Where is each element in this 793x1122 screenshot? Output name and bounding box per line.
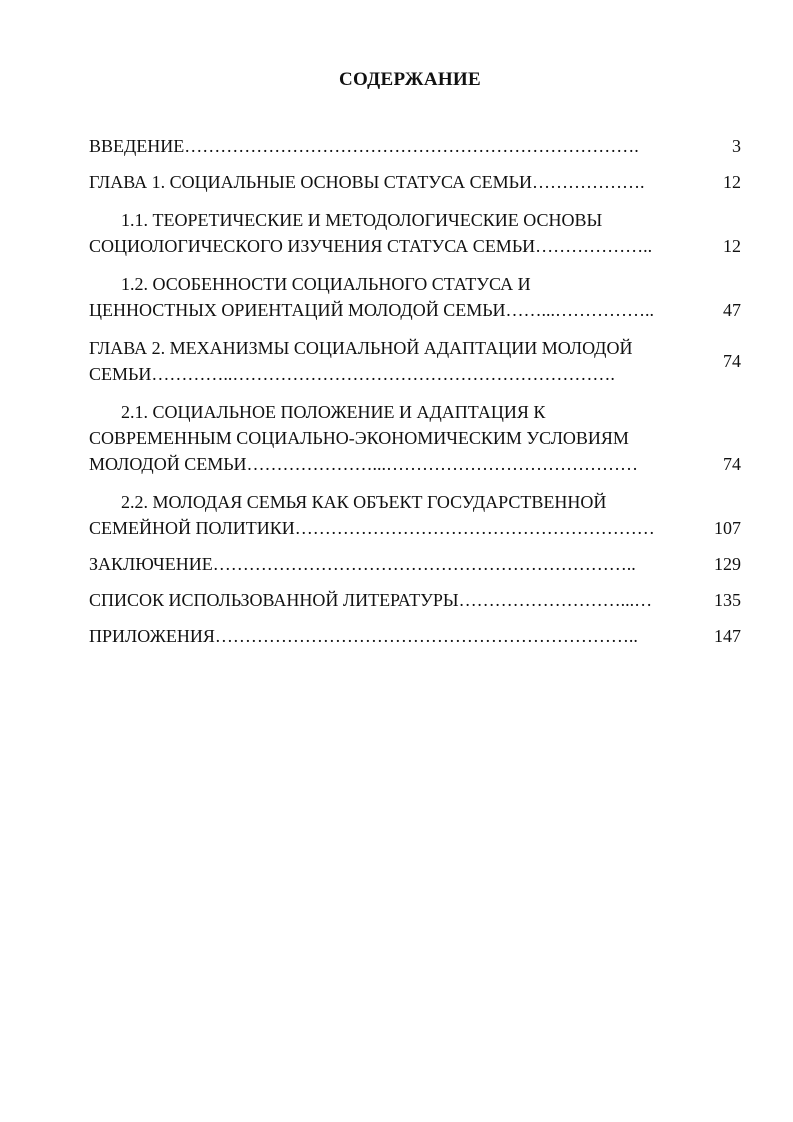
toc-entry-page: 74 [723,454,741,474]
toc-entry-text: 1.2. ОСОБЕННОСТИ СОЦИАЛЬНОГО СТАТУСА И ЦЕННОСТНЫХ ОРИЕНТАЦИЙ МОЛОДОЙ СЕМЬИ……...…………….. [89,274,655,320]
toc-entry-text: СПИСОК ИСПОЛЬЗОВАННОЙ ЛИТЕРАТУРЫ………………………...… [89,590,653,610]
toc-entry-text: ГЛАВА 2. МЕХАНИЗМЫ СОЦИАЛЬНОЙ АДАПТАЦИИ МОЛОДОЙ СЕМЬИ…………..………………………………………………………. [89,338,633,384]
toc-entry-section-1-1[interactable] [89,207,741,259]
toc-entry-section-2-2[interactable] [89,489,741,541]
toc-entry-appendices[interactable] [89,623,741,649]
toc-entry-section-2-1[interactable] [89,399,741,477]
toc-entry-text: ПРИЛОЖЕНИЯ…………………………………………………………….. [89,626,638,646]
toc-entry-text: 2.1. СОЦИАЛЬНОЕ ПОЛОЖЕНИЕ И АДАПТАЦИЯ К СОВРЕМЕННЫМ СОЦИАЛЬНО-ЭКОНОМИЧЕСКИМ УСЛОВИЯМ МОЛОДОЙ СЕМЬИ…………………...…………………………………… [89,402,639,474]
toc-entry-page: 107 [714,518,741,538]
toc-entry-section-1-2[interactable] [89,271,741,323]
toc-entry-page: 12 [723,236,741,256]
table-of-contents [89,133,741,649]
toc-entry-page: 135 [714,590,741,610]
toc-entry-page: 147 [714,626,741,646]
toc-entry-text: 1.1. ТЕОРЕТИЧЕСКИЕ И МЕТОДОЛОГИЧЕСКИЕ ОСНОВЫ СОЦИОЛОГИЧЕСКОГО ИЗУЧЕНИЯ СТАТУСА СЕМЬИ……………….. [89,210,653,256]
toc-entry-page: 12 [723,172,741,192]
toc-entry-chapter-1[interactable] [89,169,741,195]
toc-entry-introduction[interactable] [89,133,741,159]
toc-entry-references[interactable] [89,587,741,613]
toc-entry-text: 2.2. МОЛОДАЯ СЕМЬЯ КАК ОБЪЕКТ ГОСУДАРСТВЕННОЙ СЕМЕЙНОЙ ПОЛИТИКИ…………………………………………………… [89,492,655,538]
toc-entry-text: ВВЕДЕНИЕ…………………………………………………………………. [89,136,639,156]
toc-entry-page: 74 [723,351,741,371]
toc-entry-page: 3 [732,136,741,156]
toc-entry-text: ГЛАВА 1. СОЦИАЛЬНЫЕ ОСНОВЫ СТАТУСА СЕМЬИ………………. [89,172,645,192]
page-title: СОДЕРЖАНИЕ [339,69,481,90]
toc-entry-chapter-2[interactable] [89,335,741,387]
toc-entry-page: 47 [723,300,741,320]
toc-entry-page: 129 [714,554,741,574]
toc-entry-conclusion[interactable] [89,551,741,577]
toc-entry-text: ЗАКЛЮЧЕНИЕ…………………………………………………………….. [89,554,636,574]
